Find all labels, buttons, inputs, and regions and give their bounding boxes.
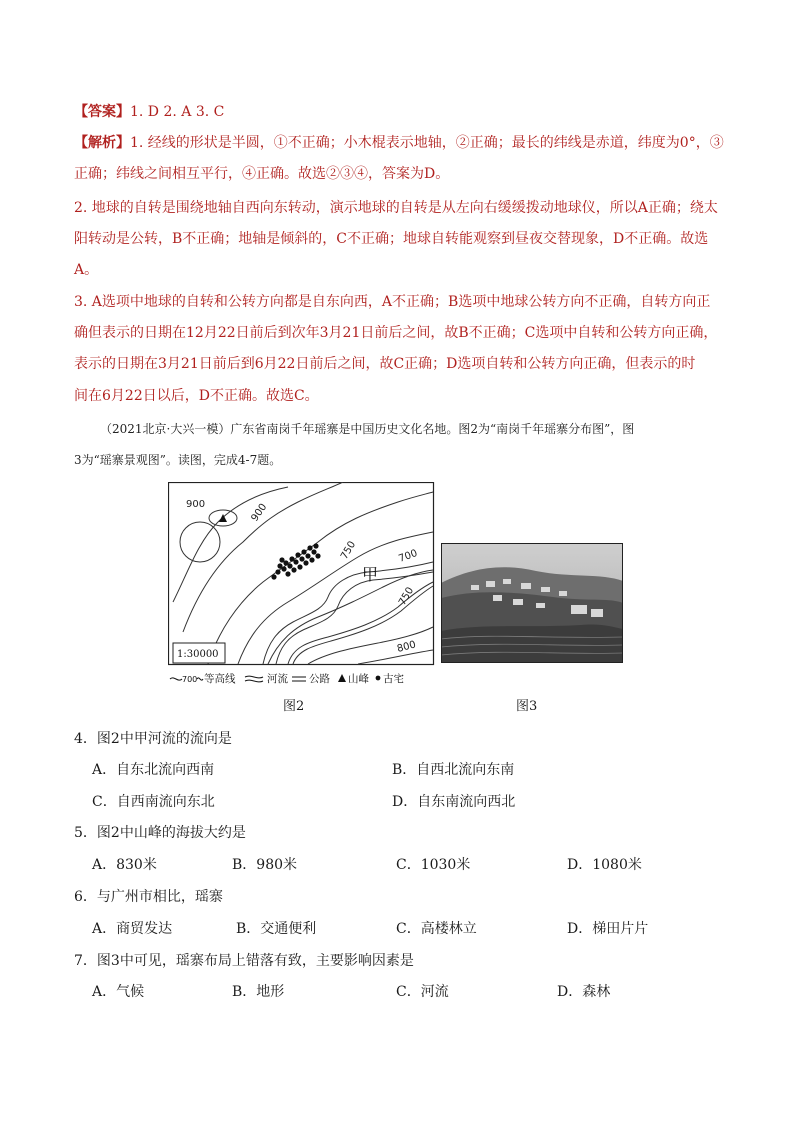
q6-option-d[interactable]: D．梯田片片 (567, 921, 649, 937)
contour-map (168, 482, 438, 692)
q7-option-a[interactable]: A．气候 (92, 984, 145, 1000)
q5-option-c[interactable]: C．1030米 (396, 857, 471, 873)
map-frame (169, 483, 434, 665)
q7-option-b[interactable]: B．地形 (232, 984, 285, 1000)
legend-village: 古宅 (383, 673, 404, 685)
analysis-text: 1. 经线的形状是半圆，①不正确；小木棍表示地轴，②正确；最长的纬线是赤道，纬度为0°，③ (130, 135, 724, 151)
q6-option-a[interactable]: A．商贸发达 (92, 921, 173, 937)
answer-text: 1. D 2. A 3. C (130, 104, 225, 120)
q7-option-d[interactable]: D．森林 (557, 984, 611, 1000)
fig3-caption: 图3 (516, 699, 538, 714)
question-5-stem: 5．图2中山峰的海拔大约是 (74, 825, 246, 841)
answer-line (74, 102, 224, 122)
q5-option-b[interactable]: B．980米 (232, 857, 298, 873)
analysis-line-2: 正确；纬线之间相互平行，④正确。故选②③④，答案为D。 (74, 166, 450, 182)
intro-line-2: 3为“瑶寨景观图”。读图，完成4-7题。 (74, 453, 282, 467)
question-6-stem: 6．与广州市相比，瑶寨 (74, 889, 223, 905)
analysis-line-5: A。 (74, 262, 99, 278)
legend-river: 河流 (267, 673, 288, 685)
answer-label: 【答案】 (74, 104, 130, 120)
map-legend (170, 672, 404, 685)
contour-label: 750 (397, 585, 417, 608)
legend-contour: 等高线 (204, 673, 236, 685)
contour-label: 750 (339, 539, 359, 562)
jia-label: 甲 (362, 565, 379, 584)
q4-option-d[interactable]: D．自东南流向西北 (392, 794, 516, 810)
fig2-caption: 图2 (283, 699, 305, 714)
q4-option-c[interactable]: C．自西南流向东北 (92, 794, 215, 810)
q6-option-c[interactable]: C．高楼林立 (396, 921, 477, 937)
analysis-line-8: 表示的日期在3月21日前后到6月22日前后之间，故C正确；D选项自转和公转方向正确，但表示的时 (74, 356, 696, 372)
q5-option-d[interactable]: D．1080米 (567, 857, 642, 873)
q7-option-c[interactable]: C．河流 (396, 984, 449, 1000)
analysis-line-4: 阳转动是公转，B不正确；地轴是倾斜的，C不正确；地球自转能观察到昼夜交替现象，D不正确。故选 (74, 231, 709, 247)
analysis-line-6: 3. A选项中地球的自转和公转方向都是自东向西，A不正确；B选项中地球公转方向不正确，自转方向正 (74, 294, 711, 310)
analysis-line-1 (74, 133, 724, 153)
q4-option-b[interactable]: B．自西北流向东南 (392, 762, 515, 778)
legend-contour-value: 700 (182, 675, 198, 684)
q4-option-a[interactable]: A．自东北流向西南 (92, 762, 215, 778)
scale-text: 1:30000 (177, 649, 219, 660)
question-7-stem: 7．图3中可见，瑶寨布局上错落有致，主要影响因素是 (74, 953, 414, 969)
legend-peak: 山峰 (348, 673, 369, 685)
q6-option-b[interactable]: B．交通便利 (236, 921, 317, 937)
question-4-stem: 4．图2中甲河流的流向是 (74, 731, 232, 747)
legend-village-icon (376, 676, 381, 681)
analysis-label: 【解析】 (74, 135, 130, 151)
village-photo (441, 543, 623, 663)
contour-label: 900 (186, 499, 206, 510)
intro-line-1: （2021北京·大兴一模）广东省南岗千年瑶寨是中国历史文化名地。图2为“南岗千年瑶寨分布图”，图 (100, 422, 635, 436)
legend-peak-icon (338, 674, 346, 682)
legend-road: 公路 (309, 673, 330, 685)
q5-option-a[interactable]: A．830米 (92, 857, 157, 873)
contour-label: 800 (395, 639, 418, 655)
contour-label: 900 (249, 501, 270, 524)
analysis-line-7: 确但表示的日期在12月22日前后到次年3月21日前后之间，故B不正确；C选项中自转和公转方向正确， (74, 325, 718, 341)
analysis-line-9: 间在6月22日以后，D不正确。故选C。 (74, 388, 319, 404)
contour-label: 700 (397, 547, 419, 565)
analysis-line-3: 2. 地球的自转是围绕地轴自西向东转动，演示地球的自转是从左向右缓缓拨动地球仪，所以A正确；绕太 (74, 200, 718, 216)
